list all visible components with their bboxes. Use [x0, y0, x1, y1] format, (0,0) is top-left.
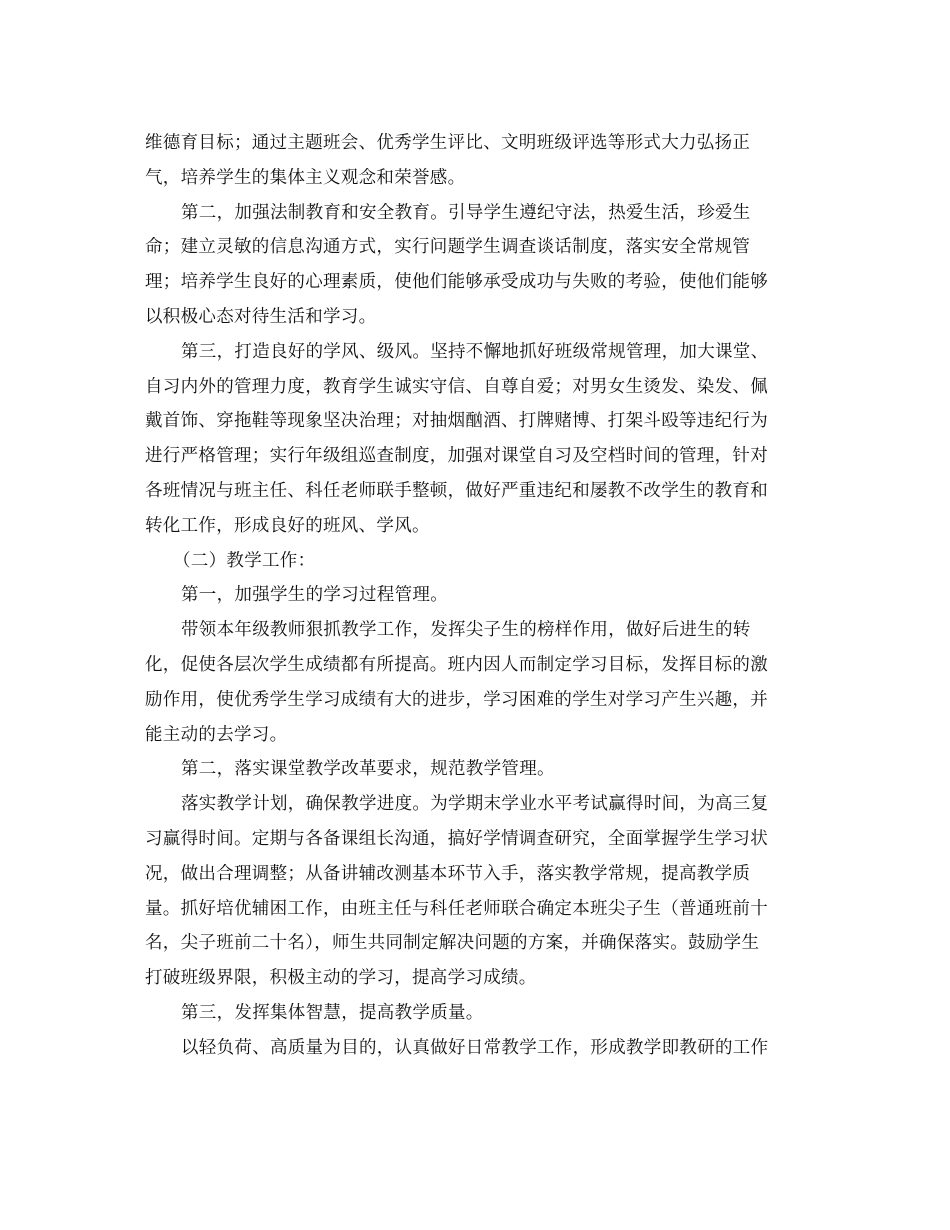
text-line: 打破班级界限，积极主动的学习，提高学习成绩。 — [145, 968, 537, 989]
text-line: 能主动的去学习。 — [145, 724, 288, 745]
paragraph-heading: 第三，打造良好的学风、级风。坚持不懈地抓好班级常规管理，加大课堂、 — [181, 341, 769, 362]
text-line: 理；培养学生良好的心理素质，使他们能够承受成功与失败的考验，使他们能够 — [145, 272, 768, 293]
paragraph-heading: 第二，加强法制教育和安全教育。引导学生遵纪守法，热爱生活，珍爱生 — [181, 202, 751, 223]
text-line: 励作用，使优秀学生学习成绩有大的进步，学习困难的学生对学习产生兴趣，并 — [145, 689, 768, 710]
text-line: 习赢得时间。定期与各备课组长沟通，搞好学情调查研究，全面掌握学生学习状 — [145, 828, 768, 849]
paragraph-heading: 第二，落实课堂教学改革要求，规范教学管理。 — [181, 759, 555, 780]
text-line: 化，促使各层次学生成绩都有所提高。班内因人而制定学习目标，发挥目标的激 — [145, 654, 768, 675]
paragraph-heading: 第三，发挥集体智慧，提高教学质量。 — [181, 1002, 484, 1023]
section-heading: （二）教学工作： — [173, 550, 316, 571]
text-line: 气，培养学生的集体主义观念和荣誉感。 — [145, 167, 466, 188]
document-body — [145, 126, 805, 1066]
text-line: 名，尖子班前二十名），师生共同制定解决问题的方案，并确保落实。鼓励学生 — [145, 933, 760, 954]
text-line: 以积极心态对待生活和学习。 — [145, 306, 377, 327]
text-line: 进行严格管理；实行年级组巡查制度，加强对课堂自习及空档时间的管理，针对 — [145, 446, 768, 467]
text-line: 转化工作，形成良好的班风、学风。 — [145, 515, 430, 536]
text-line: 自习内外的管理力度，教育学生诚实守信、自尊自爱；对男女生烫发、染发、佩 — [145, 376, 768, 397]
text-line: 落实教学计划，确保教学进度。为学期末学业水平考试赢得时间，为高三复 — [181, 794, 769, 815]
text-line: 各班情况与班主任、科任老师联手整顿，做好严重违纪和屡教不改学生的教育和 — [145, 480, 768, 501]
text-line: 命；建立灵敏的信息沟通方式，实行问题学生调查谈话制度，落实安全常规管 — [145, 237, 751, 258]
text-line: 维德育目标；通过主题班会、优秀学生评比、文明班级评选等形式大力弘扬正 — [145, 133, 751, 153]
text-line: 带领本年级教师狠抓教学工作，发挥尖子生的榜样作用，做好后进生的转 — [181, 620, 751, 641]
text-line: 以轻负荷、高质量为目的，认真做好日常教学工作，形成教学即教研的工作 — [181, 1037, 769, 1058]
text-line: 戴首饰、穿拖鞋等现象坚决治理；对抽烟酗酒、打牌赌博、打架斗殴等违纪行为 — [145, 411, 768, 432]
paragraph-heading: 第一，加强学生的学习过程管理。 — [181, 585, 448, 606]
text-line: 量。抓好培优辅困工作，由班主任与科任老师联合确定本班尖子生（普通班前十 — [145, 898, 768, 919]
text-line: 况，做出合理调整；从备讲辅改测基本环节入手，落实教学常规，提高教学质 — [145, 863, 751, 884]
